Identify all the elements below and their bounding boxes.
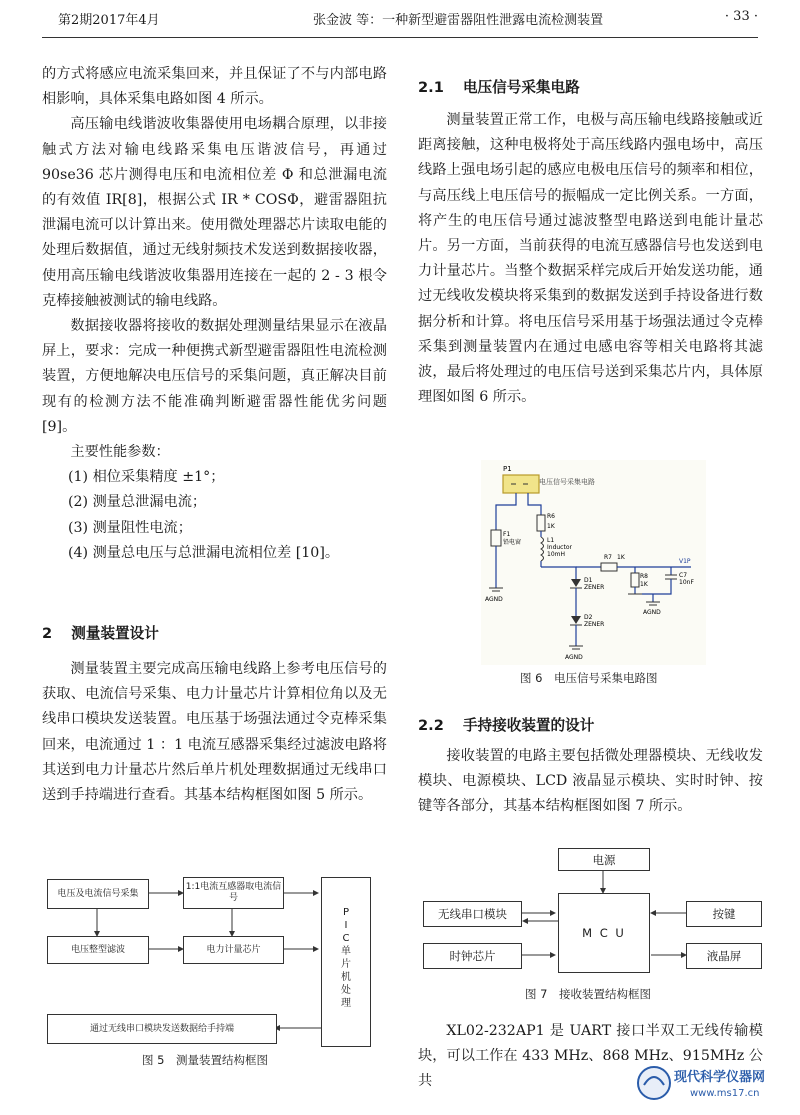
r7-value: 1K (617, 554, 625, 561)
paragraph: 接收装置的电路主要包括微处理器模块、无线收发模块、电源模块、LCD 液晶显示模块、实时时钟、按键等各部分，其基本结构框图如图 7 所示。 (418, 748, 763, 815)
fig6-caption: 图 6 电压信号采集电路图 (520, 671, 658, 685)
r7-label: R7 (604, 554, 612, 561)
d2-type: ZENER (584, 621, 605, 628)
fig5-box-wireless-send: 通过无线串口模块发送数据给手持端 (47, 1014, 277, 1044)
param-item: (3) 测量阻性电流； (68, 519, 192, 536)
f1-label: F1 (503, 531, 511, 538)
fig7-box-clock: 时钟芯片 (423, 943, 522, 969)
pic-char: P (342, 907, 350, 918)
pic-char: I (344, 920, 348, 931)
pic-char: 理 (341, 998, 351, 1009)
fig7-box-power: 电源 (558, 848, 650, 871)
section-number: 2 (42, 625, 53, 642)
param-item: (1) 相位采集精度 ±1°； (68, 469, 225, 486)
fig5-caption: 图 5 测量装置结构框图 (142, 1053, 268, 1067)
params-title: 主要性能参数： (70, 444, 170, 461)
section-title: 电压信号采集电路 (462, 79, 580, 96)
c7-label: C7 (679, 572, 688, 579)
logo-graphic (634, 1063, 794, 1103)
l1-label: L1 (547, 537, 555, 544)
pic-char: 单 (341, 946, 351, 957)
fig5-box-current-transformer: 1:1电流互感器取电流信号 (183, 877, 284, 909)
param-item: (2) 测量总泄漏电流； (68, 494, 207, 511)
fig5-box-filter: 电压整型滤波 (47, 936, 149, 964)
pic-char: 机 (341, 972, 351, 983)
d2-label: D2 (584, 614, 593, 621)
section-number: 2.2 (418, 717, 444, 734)
p1-label: P1 (503, 465, 512, 473)
fig5-box-metering-chip: 电力计量芯片 (183, 936, 284, 964)
pic-char: C (342, 933, 350, 944)
pic-char: 片 (341, 959, 351, 970)
f1-desc: 铅电窗 (503, 539, 522, 546)
paragraph: 高压输电线谐波收集器使用电场耦合原理，以非接触式方法对输电线路采集电压谐波信号，再通过 90se36 芯片测得电压和电流相位差 Φ 和总泄漏电流的有效值 IR[8]，根据公式 IR * COSΦ，避雷器阻抗泄漏电流可以计算出来。使用微处理器芯片读取电能的处理后数据值，通过无线射频技术发送到数据接收器，使用高压输电线谐波收集器用连接在一起的 2 - 3 根令克棒接触被测试的输电线路。 (42, 116, 387, 309)
running-title: 张金波 等：一种新型避雷器阻性泄露电流检测装置 (313, 13, 604, 28)
v1p-label: V1P (679, 558, 691, 565)
section-number: 2.1 (418, 79, 444, 96)
logo-text: 现代科学仪器网 (674, 1070, 766, 1085)
page-number: · 33 · (724, 9, 758, 24)
fig5-box-signal-acquisition: 电压及电流信号采集 (47, 879, 149, 909)
c7-value: 10nF (679, 579, 694, 586)
section-title: 手持接收装置的设计 (462, 717, 595, 734)
r8-label: R8 (640, 573, 648, 580)
agnd-label: AGND (565, 654, 583, 661)
fig7-caption: 图 7 接收装置结构框图 (525, 987, 651, 1001)
pic-char: 处 (341, 985, 351, 996)
logo-url: www.ms17.cn (690, 1088, 760, 1099)
r6-value: 1K (547, 523, 555, 530)
r8-value: 1K (640, 581, 648, 588)
fig6-title: 电压信号采集电路 (539, 478, 595, 486)
l1-type: Inductor (547, 544, 572, 551)
issue-info: 第2期2017年4月 (58, 13, 160, 28)
paragraph: 的方式将感应电流采集回来，并且保证了不与内部电路相影响，具体采集电路如图 4 所示。 (42, 66, 387, 108)
paragraph: XL02-232AP1 是 UART 接口半双工无线传输模块，可以工作在 433 MHz、868 MHz、915MHz 公共 (418, 1023, 763, 1090)
agnd-label: AGND (485, 596, 503, 603)
fig7-box-wireless: 无线串口模块 (423, 901, 522, 927)
fig7-box-lcd: 液晶屏 (686, 943, 762, 969)
watermark-logo (634, 1063, 794, 1107)
paragraph: 数据接收器将接收的数据处理测量结果显示在液晶屏上，要求：完成一种便携式新型避雷器阻性电流检测装置，方便地解决电压信号的采集问题，真正解决目前现有的检测方法不能准确判断避雷器性能优劣问题[9]。 (42, 318, 387, 435)
fig7-box-key: 按键 (686, 901, 762, 927)
param-item: (4) 测量总电压与总泄漏电流相位差 [10]。 (68, 544, 340, 561)
fig7-box-mcu: M C U (558, 893, 650, 973)
paragraph: 测量装置主要完成高压输电线路上参考电压信号的获取、电流信号采集、电力计量芯片计算相位角以及无线串口模块发送装置。电压基于场强法通过令克棒采集回来，电流通过 1 ：1 电流互感器采集经过滤波电路将其送到电力计量芯片然后单片机处理数据通过无线串口送到手持端进行查看。其基本结构框图如图 5 所示。 (42, 661, 387, 804)
d1-type: ZENER (584, 584, 605, 591)
paragraph: 测量装置正常工作，电极与高压输电线路接触或近距离接触，这种电极将处于高压线路内强电场中，高压线路上强电场引起的感应电极电压信号的频率和相位，与高压线上电压信号的振幅成一定比例关系。一方面，将产生的电压信号通过滤波整型电路送到电能计量芯片。另一方面，当前获得的电流互感器信号也发送到电力计量芯片。当整个数据采样完成后开始发送功能，通过无线收发模块将采集到的数据发送到手持设备进行数据分析和计算。将电压信号采用基于场强法通过令克棒采集到测量装置内在通过电感电容等相关电路将其滤波，最后将处理过的电压信号送到采集芯片内，具体原理图如图 6 所示。 (418, 112, 763, 406)
d1-label: D1 (584, 577, 593, 584)
r6-label: R6 (547, 513, 555, 520)
agnd-label: AGND (643, 609, 661, 616)
section-title: 测量装置设计 (71, 625, 159, 642)
l1-value: 10mH (547, 551, 565, 558)
